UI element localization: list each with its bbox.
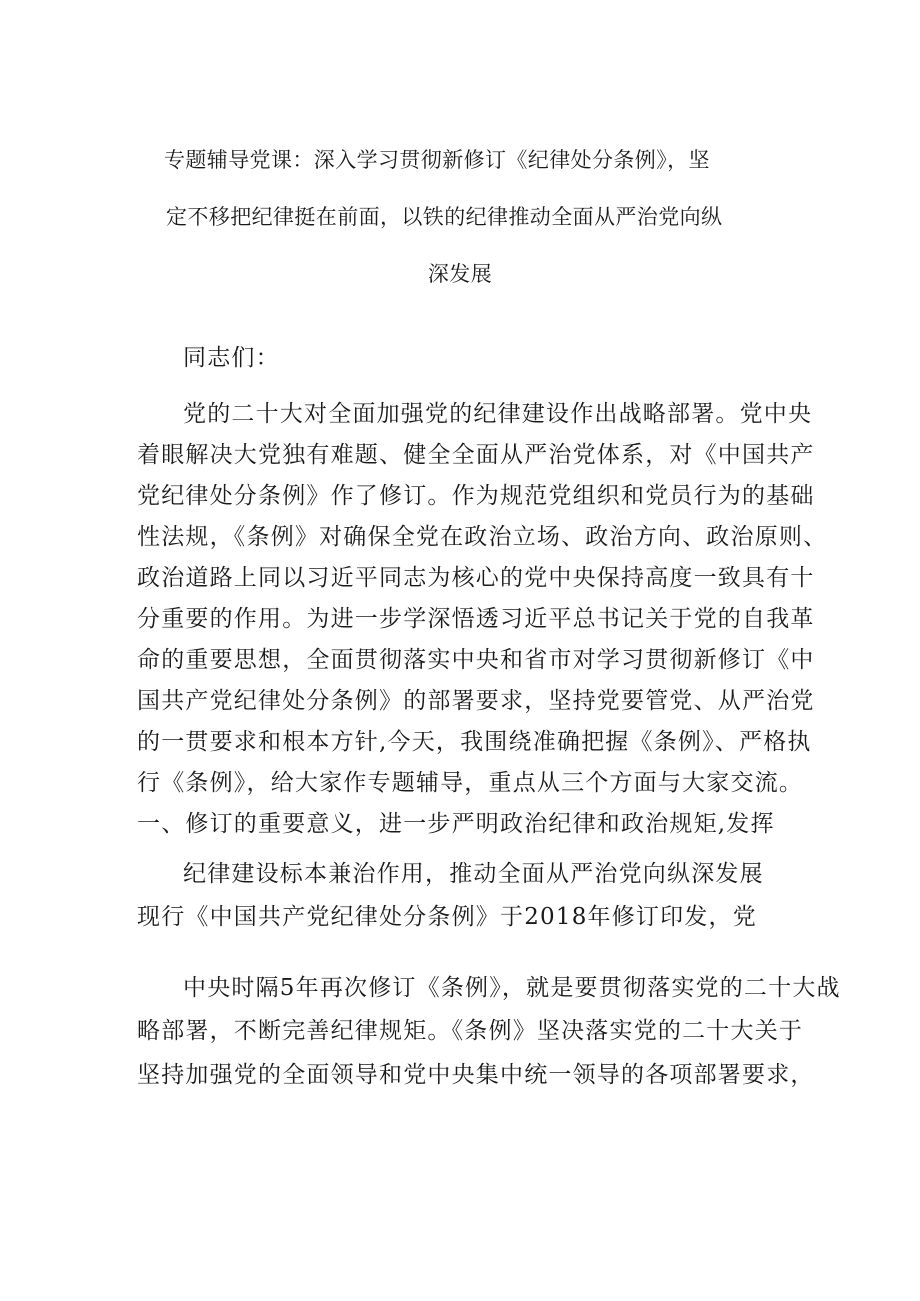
paragraph-line: 命的重要思想，全面贯彻落实中央和省市对学习贯彻新修订《中 — [137, 647, 815, 673]
section-heading-line: 纪律建设标本兼治作用，推动全面从严治党向纵深发展 — [183, 861, 764, 887]
paragraph-line: 行《条例》，给大家作专题辅导，重点从三个方面与大家交流。 — [137, 770, 804, 796]
salutation: 同志们： — [183, 345, 280, 371]
paragraph-line: 中央时隔5年再次修订《条例》，就是要贯彻落实党的二十大战 — [183, 975, 841, 1001]
paragraph-line: 党的二十大对全面加强党的纪律建设作出战略部署。党中央 — [183, 401, 813, 427]
paragraph-line: 着眼解决大党独有难题、健全全面从严治党体系，对《中国共产 — [137, 442, 815, 468]
document-title-line-2: 定不移把纪律挺在前面，以铁的纪律推动全面从严治党向纵 — [166, 205, 723, 229]
document-title-line-3: 深发展 — [427, 262, 493, 286]
paragraph-line: 党纪律处分条例》作了修订。作为规范党组织和党员行为的基础 — [137, 483, 815, 509]
paragraph-line: 分重要的作用。为进一步学深悟透习近平总书记关于党的自我革 — [137, 606, 815, 632]
section-heading-line: 现行《中国共产党纪律处分条例》于2018年修订印发，党 — [137, 904, 757, 930]
paragraph-line: 坚持加强党的全面领导和党中央集中统一领导的各项部署要求， — [137, 1062, 815, 1088]
paragraph-line: 一、修订的重要意义，进一步严明政治纪律和政治规矩,发挥 — [137, 811, 775, 837]
paragraph-line: 国共产党纪律处分条例》的部署要求，坚持党要管党、从严治党 — [137, 688, 815, 714]
paragraph-line: 政治道路上同以习近平同志为核心的党中央保持高度一致具有十 — [137, 565, 815, 591]
paragraph-line: 性法规，《条例》对确保全党在政治立场、政治方向、政治原则、 — [137, 524, 828, 550]
paragraph-line: 的一贯要求和根本方针,今天，我围绕准确把握《条例》、严格执 — [137, 729, 812, 755]
document-title-line-1: 专题辅导党课：深入学习贯彻新修订《纪律处分条例》，坚 — [164, 148, 710, 172]
paragraph-line: 略部署，不断完善纪律规矩。《条例》坚决落实党的二十大关于 — [137, 1018, 804, 1044]
